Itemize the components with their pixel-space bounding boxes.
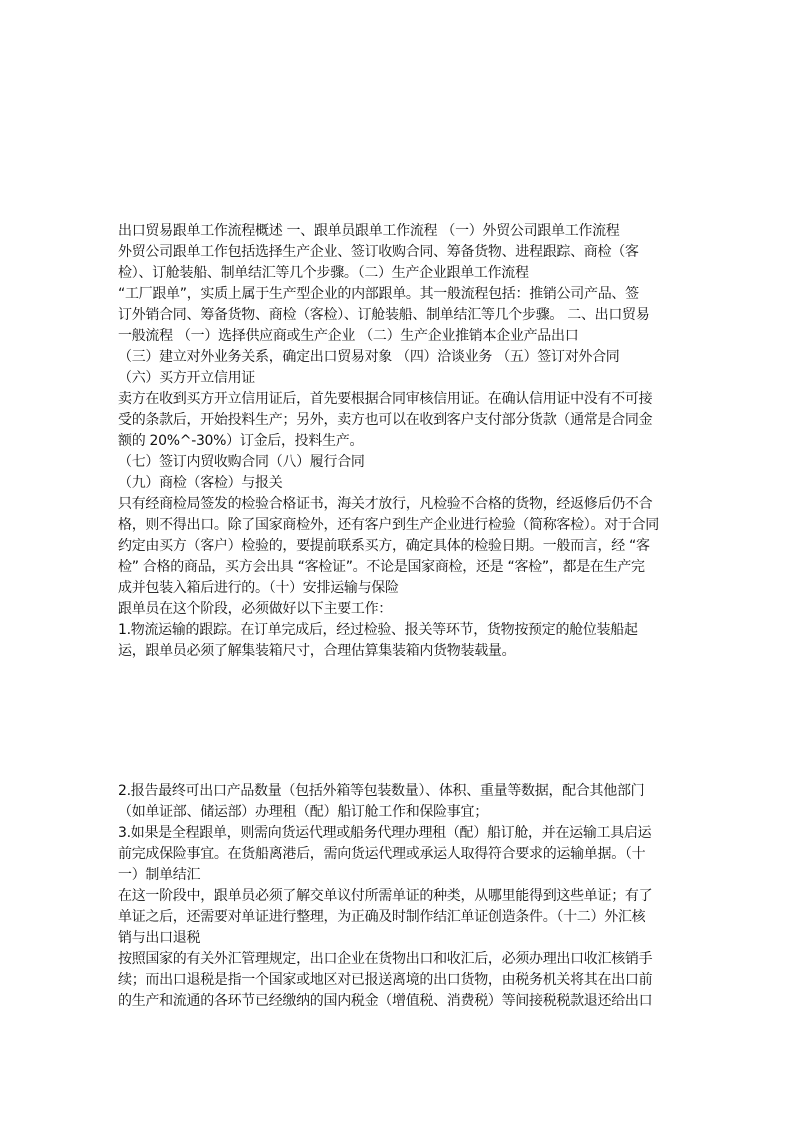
text-line: 续；而出口退税是指一个国家或地区对已报送离境的出口货物，由税务机关将其在出口前 [118, 972, 653, 988]
text-line: 一）制单结汇 [118, 867, 201, 883]
text-line: 卖方在收到买方开立信用证后，首先要根据合同审核信用证。在确认信用证中没有不可接 [118, 391, 653, 407]
text-line: 1.物流运输的跟踪。在订单完成后，经过检验、报关等环节，货物按预定的舱位装船起 [118, 622, 638, 638]
document-body-top [118, 221, 658, 662]
text-line: （七）签订内贸收购合同（八）履行合同 [118, 454, 365, 470]
text-line: 订外销合同、筹备货物、商检（客检）、订舱装船、制单结汇等几个步骤。 二、出口贸易 [118, 307, 650, 323]
text-line: 检” 合格的商品，买方会出具 “客检证”。不论是国家商检，还是 “客检”，都是在生产完 [118, 559, 645, 575]
text-line: 只有经商检局签发的检验合格证书，海关才放行，凡检验不合格的货物，经返修后仍不合 [118, 496, 653, 512]
text-line: 的生产和流通的各环节已经缴纳的国内税金（增值税、消费税）等间接税税款退还给出口 [118, 993, 653, 1009]
text-line: 受的条款后，开始投料生产；另外，卖方也可以在收到客户支付部分货款（通常是合同金 [118, 412, 653, 428]
text-line: 检）、订舱装船、制单结汇等几个步骤。（二）生产企业跟单工作流程 [118, 265, 529, 281]
text-line: 成并包装入箱后进行的。（十）安排运输与保险 [118, 580, 399, 596]
text-line: 约定由买方（客户）检验的，要提前联系买方，确定具体的检验日期。一般而言，经 “客 [118, 538, 650, 554]
text-line: 出口贸易跟单工作流程概述 一、跟单员跟单工作流程 （一）外贸公司跟单工作流程 [118, 223, 620, 239]
text-line: 运，跟单员必须了解集装箱尺寸，合理估算集装箱内货物装载量。 [118, 643, 516, 659]
text-line: 单证之后，还需要对单证进行整理，为正确及时制作结汇单证创造条件。（十二）外汇核 [118, 909, 646, 925]
text-line: 外贸公司跟单工作包括选择生产企业、签订收购合同、筹备货物、进程跟踪、商检（客 [118, 244, 639, 260]
text-line: 在这一阶段中，跟单员必须了解交单议付所需单证的种类，从哪里能得到这些单证；有了 [118, 888, 653, 904]
text-line: （六）买方开立信用证 [118, 370, 255, 386]
text-line: 按照国家的有关外汇管理规定，出口企业在货物出口和收汇后，必须办理出口收汇核销手 [118, 951, 653, 967]
text-line: 跟单员在这个阶段，必须做好以下主要工作： [118, 601, 392, 617]
document-body-bottom [118, 781, 658, 1012]
text-line: （三）建立对外业务关系，确定出口贸易对象 （四）洽谈业务 （五）签订对外合同 [118, 349, 620, 365]
text-line: 一般流程 （一）选择供应商或生产企业 （二）生产企业推销本企业产品出口 [118, 328, 579, 344]
text-line: 3.如果是全程跟单，则需向货运代理或船务代理办理租（配）船订舱，并在运输工具启运 [118, 825, 652, 841]
text-line: 格，则不得出口。除了国家商检外，还有客户到生产企业进行检验（简称客检）。对于合同 [118, 517, 659, 533]
text-line: （九）商检（客检）与报关 [118, 475, 283, 491]
text-line: 额的 20%^-30%）订金后，投料生产。 [118, 433, 364, 449]
text-line: “工厂跟单”，实质上属于生产型企业的内部跟单。其一般流程包括：推销公司产品、签 [118, 286, 639, 302]
text-line: （如单证部、储运部）办理租（配）船订舱工作和保险事宜； [118, 804, 488, 820]
text-line: 2.报告最终可出口产品数量（包括外箱等包装数量）、体积、重量等数据，配合其他部门 [118, 783, 645, 799]
text-line: 前完成保险事宜。在货船离港后，需向货运代理或承运人取得符合要求的运输单据。（十 [118, 846, 646, 862]
text-line: 销与出口退税 [118, 930, 201, 946]
